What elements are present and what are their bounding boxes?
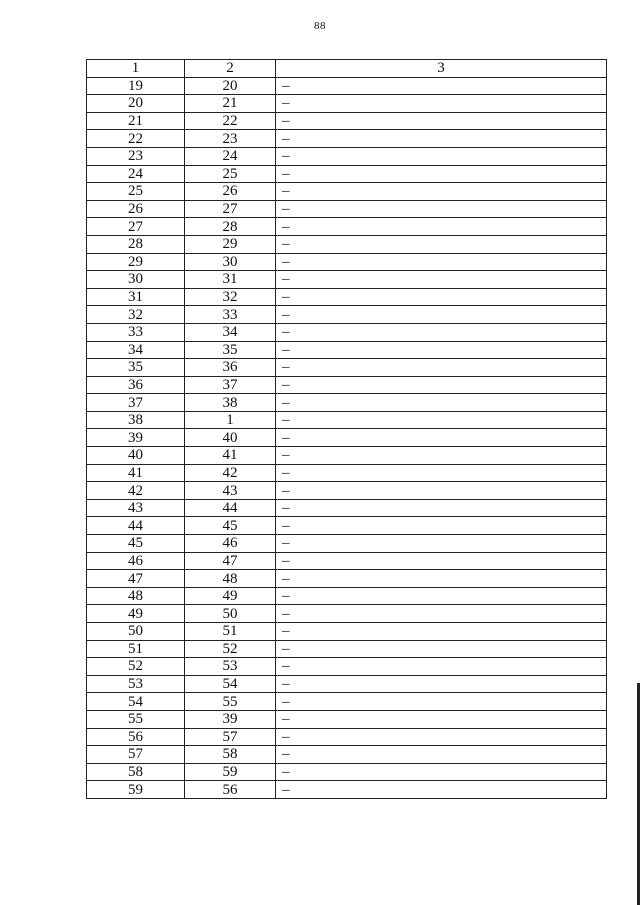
table-cell-col-2: 32: [185, 288, 276, 306]
table-cell-col-1: 49: [87, 605, 185, 623]
table-cell-col-2: 57: [185, 728, 276, 746]
table-cell-col-1: 37: [87, 394, 185, 412]
table-cell-col-2: 22: [185, 112, 276, 130]
table-cell-col-2: 48: [185, 570, 276, 588]
table-row: [87, 587, 607, 605]
table-cell-col-1: 43: [87, 499, 185, 517]
table-row: [87, 411, 607, 429]
table-cell-col-3: –: [276, 271, 607, 289]
table-cell-col-1: 48: [87, 587, 185, 605]
table-row: [87, 658, 607, 676]
table-row: [87, 253, 607, 271]
table-cell-col-3: –: [276, 517, 607, 535]
column-header-1: 1: [87, 60, 185, 78]
table-cell-col-3: –: [276, 763, 607, 781]
table-header-row: [87, 60, 607, 78]
table-cell-col-3: –: [276, 235, 607, 253]
table-cell-col-2: 31: [185, 271, 276, 289]
table-cell-col-3: –: [276, 535, 607, 553]
table-row: [87, 746, 607, 764]
table-row: [87, 341, 607, 359]
table-row: [87, 499, 607, 517]
table-cell-col-3: –: [276, 376, 607, 394]
table-row: [87, 359, 607, 377]
table-cell-col-2: 37: [185, 376, 276, 394]
table-cell-col-2: 40: [185, 429, 276, 447]
table-cell-col-2: 45: [185, 517, 276, 535]
table-cell-col-2: 50: [185, 605, 276, 623]
table-cell-col-3: –: [276, 112, 607, 130]
table-cell-col-2: 39: [185, 710, 276, 728]
table-cell-col-1: 52: [87, 658, 185, 676]
table-cell-col-3: –: [276, 710, 607, 728]
table-cell-col-3: –: [276, 587, 607, 605]
table-row: [87, 271, 607, 289]
table-row: [87, 710, 607, 728]
column-header-2: 2: [185, 60, 276, 78]
table-cell-col-2: 54: [185, 675, 276, 693]
table-row: [87, 95, 607, 113]
table-cell-col-3: –: [276, 359, 607, 377]
page-number: 88: [314, 20, 326, 32]
table-cell-col-1: 53: [87, 675, 185, 693]
table-cell-col-3: –: [276, 341, 607, 359]
table-cell-col-3: –: [276, 95, 607, 113]
table-row: [87, 570, 607, 588]
column-header-3: 3: [276, 60, 607, 78]
table-row: [87, 200, 607, 218]
table-cell-col-1: 51: [87, 640, 185, 658]
table-cell-col-1: 35: [87, 359, 185, 377]
table-cell-col-1: 38: [87, 411, 185, 429]
table-cell-col-1: 46: [87, 552, 185, 570]
table-row: [87, 447, 607, 465]
table-cell-col-1: 24: [87, 165, 185, 183]
table-row: [87, 552, 607, 570]
table-cell-col-3: –: [276, 658, 607, 676]
table-body: [87, 77, 607, 798]
table-row: [87, 728, 607, 746]
table-row: [87, 165, 607, 183]
table-row: [87, 235, 607, 253]
table-row: [87, 605, 607, 623]
table-cell-col-1: 45: [87, 535, 185, 553]
table-row: [87, 306, 607, 324]
table-cell-col-2: 33: [185, 306, 276, 324]
table-cell-col-1: 40: [87, 447, 185, 465]
table-cell-col-3: –: [276, 781, 607, 799]
table-cell-col-1: 28: [87, 235, 185, 253]
table-cell-col-1: 20: [87, 95, 185, 113]
table-cell-col-1: 32: [87, 306, 185, 324]
table-cell-col-3: –: [276, 570, 607, 588]
table-cell-col-1: 39: [87, 429, 185, 447]
table-cell-col-2: 24: [185, 147, 276, 165]
table-row: [87, 623, 607, 641]
table-cell-col-2: 51: [185, 623, 276, 641]
table-cell-col-3: –: [276, 77, 607, 95]
table-cell-col-2: 30: [185, 253, 276, 271]
table-cell-col-3: –: [276, 429, 607, 447]
table-cell-col-1: 23: [87, 147, 185, 165]
table-cell-col-2: 34: [185, 323, 276, 341]
table-row: [87, 640, 607, 658]
table-cell-col-3: –: [276, 183, 607, 201]
table-cell-col-1: 54: [87, 693, 185, 711]
table-cell-col-3: –: [276, 288, 607, 306]
table-cell-col-2: 44: [185, 499, 276, 517]
table-row: [87, 183, 607, 201]
table-cell-col-3: –: [276, 306, 607, 324]
table-cell-col-3: –: [276, 200, 607, 218]
table-cell-col-3: –: [276, 640, 607, 658]
table-row: [87, 130, 607, 148]
table-cell-col-2: 26: [185, 183, 276, 201]
table-cell-col-1: 31: [87, 288, 185, 306]
table-cell-col-1: 29: [87, 253, 185, 271]
table-cell-col-3: –: [276, 499, 607, 517]
table-cell-col-2: 59: [185, 763, 276, 781]
table-cell-col-1: 21: [87, 112, 185, 130]
table-cell-col-1: 27: [87, 218, 185, 236]
table-cell-col-2: 53: [185, 658, 276, 676]
table-cell-col-3: –: [276, 464, 607, 482]
table-cell-col-2: 36: [185, 359, 276, 377]
table-cell-col-2: 29: [185, 235, 276, 253]
table-cell-col-3: –: [276, 623, 607, 641]
table-row: [87, 376, 607, 394]
table-row: [87, 763, 607, 781]
table-cell-col-3: –: [276, 552, 607, 570]
table-cell-col-1: 44: [87, 517, 185, 535]
table-row: [87, 693, 607, 711]
table-row: [87, 323, 607, 341]
table-cell-col-2: 47: [185, 552, 276, 570]
table-cell-col-2: 56: [185, 781, 276, 799]
table-cell-col-1: 41: [87, 464, 185, 482]
table-cell-col-2: 1: [185, 411, 276, 429]
table-cell-col-2: 43: [185, 482, 276, 500]
table-cell-col-1: 26: [87, 200, 185, 218]
table-cell-col-2: 42: [185, 464, 276, 482]
table-cell-col-1: 59: [87, 781, 185, 799]
table-row: [87, 394, 607, 412]
table-cell-col-2: 35: [185, 341, 276, 359]
table-cell-col-1: 34: [87, 341, 185, 359]
table-row: [87, 464, 607, 482]
table-row: [87, 535, 607, 553]
table-cell-col-3: –: [276, 253, 607, 271]
table-row: [87, 429, 607, 447]
table-row: [87, 147, 607, 165]
table-cell-col-1: 30: [87, 271, 185, 289]
table-cell-col-1: 42: [87, 482, 185, 500]
table-cell-col-3: –: [276, 165, 607, 183]
table-cell-col-1: 55: [87, 710, 185, 728]
table-cell-col-2: 25: [185, 165, 276, 183]
table-cell-col-2: 41: [185, 447, 276, 465]
table-row: [87, 781, 607, 799]
table-cell-col-3: –: [276, 147, 607, 165]
table-row: [87, 218, 607, 236]
table-cell-col-1: 19: [87, 77, 185, 95]
table-cell-col-3: –: [276, 675, 607, 693]
table-row: [87, 288, 607, 306]
table-cell-col-3: –: [276, 728, 607, 746]
table-cell-col-3: –: [276, 411, 607, 429]
table-cell-col-2: 28: [185, 218, 276, 236]
table-cell-col-3: –: [276, 218, 607, 236]
table-cell-col-2: 49: [185, 587, 276, 605]
table-cell-col-2: 46: [185, 535, 276, 553]
data-table: [86, 59, 607, 799]
table-cell-col-2: 21: [185, 95, 276, 113]
table-cell-col-1: 36: [87, 376, 185, 394]
table-cell-col-1: 50: [87, 623, 185, 641]
table-cell-col-2: 58: [185, 746, 276, 764]
table-cell-col-1: 22: [87, 130, 185, 148]
table-row: [87, 482, 607, 500]
table-cell-col-3: –: [276, 323, 607, 341]
table-cell-col-3: –: [276, 605, 607, 623]
table-row: [87, 675, 607, 693]
table-cell-col-1: 25: [87, 183, 185, 201]
table-cell-col-1: 33: [87, 323, 185, 341]
table-cell-col-3: –: [276, 746, 607, 764]
table-cell-col-3: –: [276, 482, 607, 500]
table-row: [87, 77, 607, 95]
table-row: [87, 517, 607, 535]
table-cell-col-3: –: [276, 394, 607, 412]
table-cell-col-3: –: [276, 693, 607, 711]
table-cell-col-2: 38: [185, 394, 276, 412]
table-cell-col-3: –: [276, 130, 607, 148]
table-cell-col-2: 55: [185, 693, 276, 711]
table-cell-col-2: 52: [185, 640, 276, 658]
table-cell-col-1: 57: [87, 746, 185, 764]
table-header: [87, 60, 607, 78]
table-cell-col-1: 47: [87, 570, 185, 588]
table-cell-col-2: 23: [185, 130, 276, 148]
table-cell-col-2: 27: [185, 200, 276, 218]
table-row: [87, 112, 607, 130]
table-cell-col-3: –: [276, 447, 607, 465]
table-cell-col-1: 56: [87, 728, 185, 746]
table-cell-col-1: 58: [87, 763, 185, 781]
table-cell-col-2: 20: [185, 77, 276, 95]
